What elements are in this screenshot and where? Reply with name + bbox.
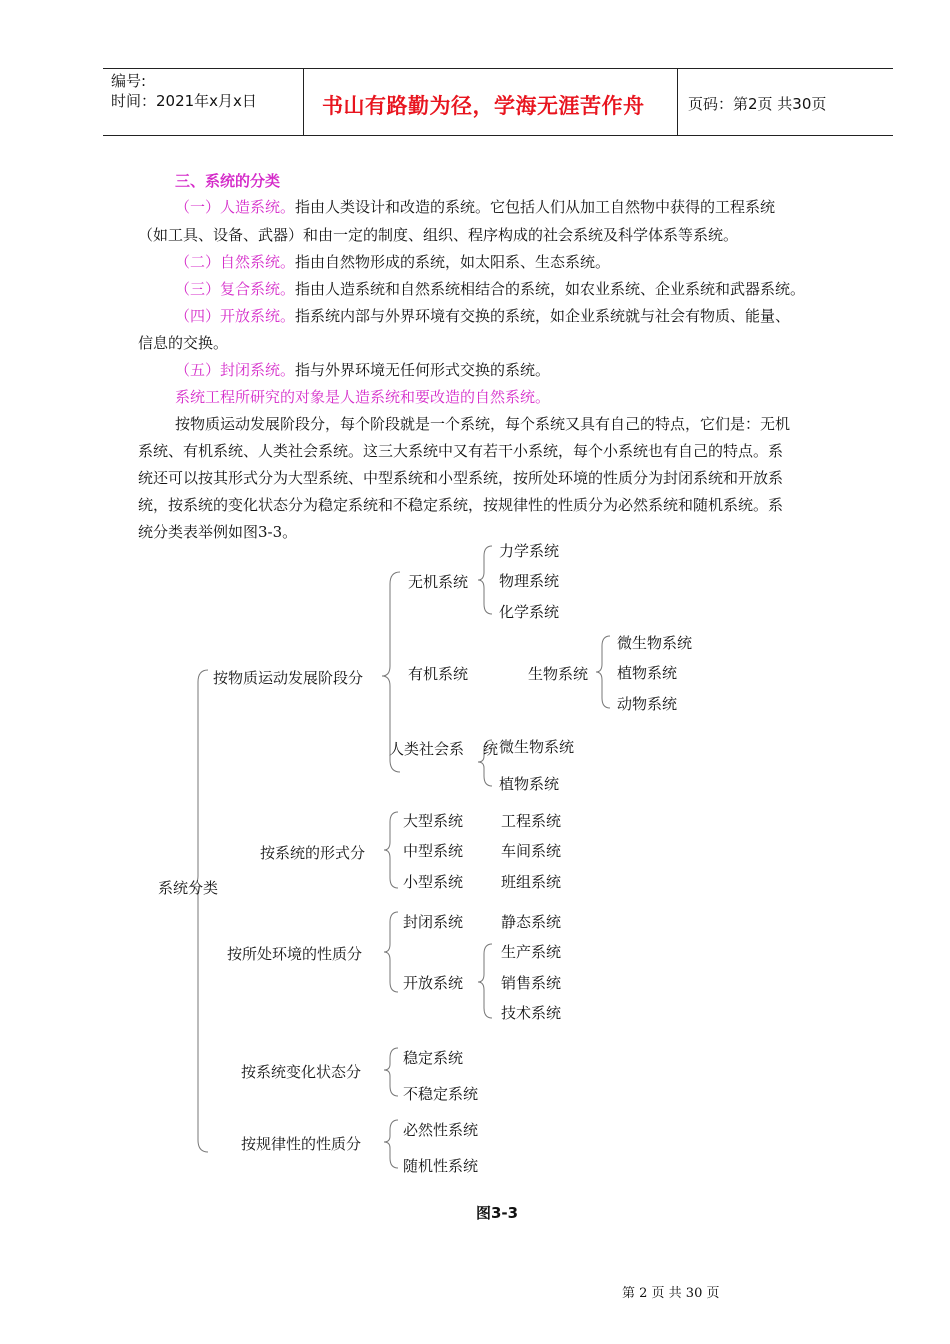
brace-c3b <box>478 944 492 1018</box>
tree-c2: 按系统的形式分 <box>260 844 366 862</box>
tree-leaf: 销售系统 <box>501 974 562 992</box>
item-text: 指系统内部与外界环境有交换的系统，如企业系统就与社会有物质、能量、 <box>295 307 791 325</box>
tree-c3: 按所处环境的性质分 <box>227 945 363 963</box>
brace-c3 <box>384 912 398 992</box>
brace-c4 <box>384 1048 398 1096</box>
tree-leaf: 必然性系统 <box>403 1121 479 1139</box>
tree-leaf: 生产系统 <box>501 943 562 961</box>
time-label: 时间：2021年x月x日 <box>111 92 257 110</box>
tree-leaf: 技术系统 <box>501 1004 562 1022</box>
item-1-line-2: （如工具、设备、武器）和由一定的制度、组织、程序构成的社会系统及科学体系等系统。 <box>138 226 739 244</box>
tree-leaf: 化学系统 <box>499 603 560 621</box>
tree-c4: 按系统变化状态分 <box>241 1063 362 1081</box>
tree-leaf: 小型系统 <box>403 873 464 891</box>
tree-leaf: 不稳定系统 <box>403 1085 479 1103</box>
brace-c5 <box>384 1120 398 1168</box>
item-text: 指由人类设计和改造的系统。它包括人们从加工自然物中获得的工程系统 <box>295 198 776 216</box>
tree-c1-b: 有机系统 <box>408 665 469 683</box>
tree-example: 工程系统 <box>501 812 562 830</box>
tree-leaf: 植物系统 <box>499 775 560 793</box>
item-tag: （一）人造系统。 <box>175 198 296 216</box>
body-line: 按物质运动发展阶段分，每个阶段就是一个系统，每个系统又具有自己的特点，它们是：无机 <box>175 415 791 433</box>
item-4-line-2: 信息的交换。 <box>138 334 229 352</box>
tree-c5: 按规律性的性质分 <box>241 1135 362 1153</box>
brace-c1a <box>478 546 492 614</box>
tree-leaf: 稳定系统 <box>403 1049 464 1067</box>
tree-c1-c: 人类社会系 <box>389 740 465 758</box>
brace-c1b <box>596 636 610 708</box>
tree-leaf: 物理系统 <box>499 572 560 590</box>
tree-example: 静态系统 <box>501 913 562 931</box>
page-info: 页码：第2页 共30页 <box>688 95 827 113</box>
tree-root: 系统分类 <box>158 879 219 897</box>
tree-leaf: 动物系统 <box>617 695 678 713</box>
tree-leaf: 力学系统 <box>499 542 560 560</box>
highlight-sentence: 系统工程所研究的对象是人造系统和要改造的自然系统。 <box>175 388 551 406</box>
tree-c1-b-sub: 生物系统 <box>528 665 589 683</box>
tree-leaf: 微生物系统 <box>499 738 575 756</box>
body-line: 统分类表举例如图3-3。 <box>138 523 298 541</box>
brace-c2 <box>384 812 398 888</box>
tree-c3-a: 封闭系统 <box>403 913 464 931</box>
tree-example: 班组系统 <box>501 873 562 891</box>
item-text: 指由人造系统和自然系统相结合的系统，如农业系统、企业系统和武器系统。 <box>295 280 806 298</box>
number-label: 编号: <box>111 72 147 90</box>
motto: 书山有路勤为径，学海无涯苦作舟 <box>322 94 645 118</box>
tree-c1-a: 无机系统 <box>408 573 469 591</box>
body-line: 统还可以按其形式分为大型系统、中型系统和小型系统，按所处环境的性质分为封闭系统和开放系 <box>138 469 784 487</box>
body-line: 统，按系统的变化状态分为稳定系统和不稳定系统，按规律性的性质分为必然系统和随机系统。系 <box>138 496 784 514</box>
body-line: 系统、有机系统、人类社会系统。这三大系统中又有若干小系统，每个小系统也有自己的特点。系 <box>138 442 784 460</box>
tree-leaf: 微生物系统 <box>617 634 693 652</box>
tree-leaf: 中型系统 <box>403 842 464 860</box>
item-tag: （二）自然系统。 <box>175 253 296 271</box>
tree-c3-b: 开放系统 <box>403 974 464 992</box>
tree-leaf: 大型系统 <box>403 812 464 830</box>
page-footer: 第 2 页 共 30 页 <box>622 1286 720 1301</box>
tree-c1: 按物质运动发展阶段分 <box>213 669 364 687</box>
item-text: 指与外界环境无任何形式交换的系统。 <box>295 361 551 379</box>
tree-leaf: 植物系统 <box>617 664 678 682</box>
item-tag: （五）封闭系统。 <box>175 361 296 379</box>
figure-caption: 图3-3 <box>476 1204 519 1222</box>
brace-root <box>190 670 208 1152</box>
tree-example: 车间系统 <box>501 842 562 860</box>
section-title: 三、系统的分类 <box>175 172 281 190</box>
item-text: 指由自然物形成的系统，如太阳系、生态系统。 <box>295 253 611 271</box>
item-tag: （三）复合系统。 <box>175 280 296 298</box>
item-tag: （四）开放系统。 <box>175 307 296 325</box>
tree-leaf: 随机性系统 <box>403 1157 479 1175</box>
tree-c1-c-tail: 统 <box>483 740 499 758</box>
